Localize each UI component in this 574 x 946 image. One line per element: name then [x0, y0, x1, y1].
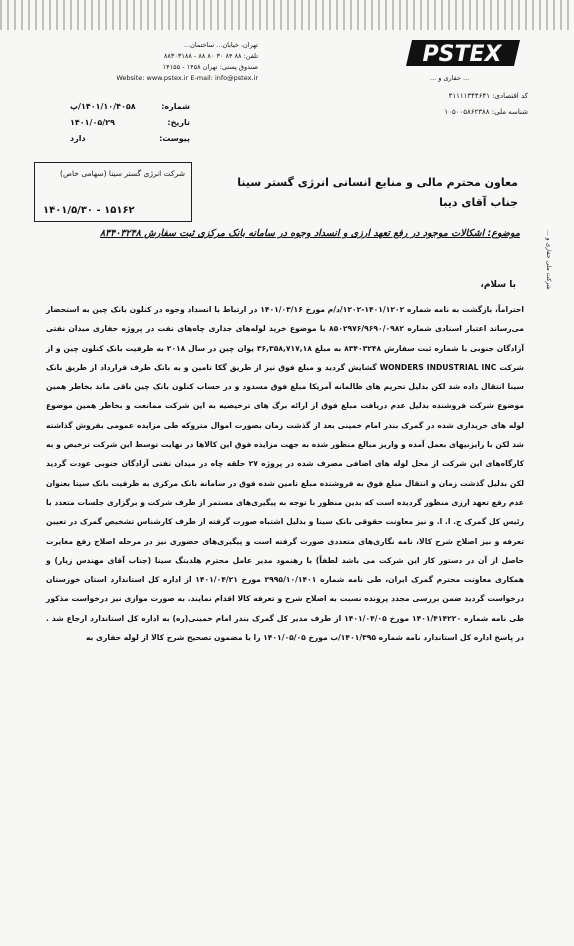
address-line: Website: www.pstex.ir E-mail: info@pstex.ir — [116, 74, 258, 82]
address-line: تهران، خیابان... ساختمان... — [183, 41, 258, 49]
recipient-title: معاون محترم مالی و منابع انسانی انرژی گستر سینا — [237, 176, 518, 189]
receipt-stamp — [34, 162, 192, 222]
registration-number: شناسه ملی: ۱۰۵۰۰۵۸۶۲۳۸۸ — [444, 108, 528, 116]
recipient-name: جناب آقای دیبا — [439, 196, 518, 209]
number-row — [70, 98, 190, 114]
date-value: ۱۴۰۱/۰۵/۲۹ — [70, 117, 115, 127]
stamp-number: ۱۴۰۱/۵/۳۰ - ۱۵۱۶۲ — [43, 205, 135, 216]
side-vertical-text: شرکت ملی حفاری و ... — [545, 230, 552, 290]
number-label: شماره: — [161, 101, 190, 111]
letter-body — [46, 300, 524, 647]
address-line: صندوق پستی: تهران ۱۴۵۸ - ۱۴۱۵۵ — [162, 63, 258, 71]
date-row — [70, 114, 190, 130]
attachment-row — [70, 130, 190, 146]
stamp-company: شرکت انرژی گستر سینا (سهامی خاص) — [60, 169, 185, 178]
logo-text: PSTEX — [422, 42, 502, 67]
greeting: با سلام، — [480, 280, 516, 290]
attachment-label: پیوست: — [159, 133, 190, 143]
subject-text: موضوع: اشکالات موجود در رفع تعهد ارزی و انسداد وجوه در سامانه بانک مرکزی ثبت سفارش ۸۳۴۰۳۲۴۸ — [100, 228, 520, 239]
date-label: تاریخ: — [167, 117, 190, 127]
letterhead-contact — [28, 40, 258, 84]
attachment-value: دارد — [70, 133, 86, 143]
scan-noise-band — [0, 0, 574, 30]
company-logo — [402, 36, 522, 70]
letter-subject — [60, 224, 520, 244]
address-line: تلفن: ۸۸ ۸۴ ۳۰ ۸۰ ۸۸ - ۸۸۳۰۳۱۸۸ — [163, 52, 258, 60]
logo-subtitle: ... حفاری و ... — [430, 74, 470, 82]
letter-meta — [70, 98, 190, 146]
body-paragraph: احتراماً، بازگشت به نامه شماره ۱۴۰۱/۱۲۰۲-۱۲۰۲/د/م مورخ ۱۴۰۱/۰۳/۱۶ در ارتباط با انسداد وجوه در کنلون بانک چین به استحضار می‌رساند اعتبار اسنادی شماره ۸۵۰۲۹۷۶/۹۶۹۰/۰۹۸۲ با موضوع خرید لوله‌های جداری چاه‌های نفت در پروژه حفاری میدان نفتی آزادگان جنوبی با شماره ثبت سفارش ۸۳۴۰۳۲۴۸ به مبلغ ۳۶,۳۵۸,۷۱۷,۱۸ یوان چین در سال ۲۰۱۸ به ظرفیت بانک کنلون چین و از شرکت WONDERS INDUSTRIAL INC گشایش گردید و مبلغ فوق نیز از طریق گکا تامین و به بانک طرف قرارداد از طریق بانک سینا انتقال داده شد لکن بدلیل تحریم های ظالمانه آمریکا مبلغ فوق مسدود و در حساب کنلون بانک چین باقی ماند بخاطر همین موضوع شرکت فروشنده بدلیل عدم دریافت مبلغ فوق از ارائه برگ های ترخیصیه به این شرکت ممانعت و بخاطر همین موضوع لوله های خریداری شده در گمرک بندر امام خمینی بعد از گذشت زمان بصورت اموال متروکه طی مزایده عمومی بفروش گذاشته شد لکن با رایزنیهای بعمل آمده و واریز مبالغ منظور شده به جهت مزایده فوق این کالاها در نهایت توسط این شرکت ترخیص و به کارگاه‌های این شرکت از محل لوله های اضافی مصرف شده در پروژه ۲۷ حلقه چاه در میدان نفتی آزادگان جنوبی عودت گردید لکن بدلیل گذشت زمان و انتقال مبلغ فوق به فروشنده مبلغ تامین شده فوق در سامانه بانک مرکزی به ظرفیت بانک سینا بعنوان عدم رفع تعهد ارزی منظور گردیده است که بدین منظور با توجه به پیگیری‌های مستمر از طرف شرکت و برگزاری جلسات متعدد با رئیس کل گمرک ج. ا. ا. و نیز معاونت حقوقی بانک سینا و بدلیل اشتباه صورت گرفته از طرف کارشناس تشخیص گمرک در تعیین تعرفه و نیز اصلاح شرح کالا، نامه نگاری‌های متعددی صورت گرفته است و پیگیری‌های حضوری نیز در مرحله اصلاح رفع مغایرت حاصل از آن در دستور کار این شرکت می باشد لطفاً) با رهنمود مدیر عامل محترم هلدینگ سینا (جناب آقای مهندس زیار) و همکاری معاونت محترم گمرک ایران، طی نامه شماره ۲۹۹۵/۱۰/۱۴۰۱ مورخ ۱۴۰۱/۰۴/۲۱ از اداره کل استاندارد استان خوزستان درخواست گردید ضمن بررسی مجدد پرونده نسبت به اصلاح شرح و تعرفه کالا اقدام نمایند. به صورت موازی نیز درخواست مذکور طی نامه شماره ۱۴۰۱/۴۱۴۲۲۰ مورخ ۱۴۰۱/۰۴/۰۵ از طرف مدیر کل گمرک بندر امام خمینی(ره) به اداره کل استاندارد ارجاع شد . در پاسخ اداره کل استاندارد نامه شماره ۱۴۰۱/۳۹۵/ب مورخ ۱۴۰۱/۰۵/۰۵ را با مضمون تصحیح شرح کالا از لوله حفاری به — [46, 305, 525, 643]
company-ids — [396, 88, 528, 120]
number-value: ۱۴۰۱/۱۰/۴۰۵۸/پ — [70, 101, 136, 111]
economic-code: کد اقتصادی: ۴۱۱۱۱۳۴۴۶۴۱ — [448, 92, 528, 100]
